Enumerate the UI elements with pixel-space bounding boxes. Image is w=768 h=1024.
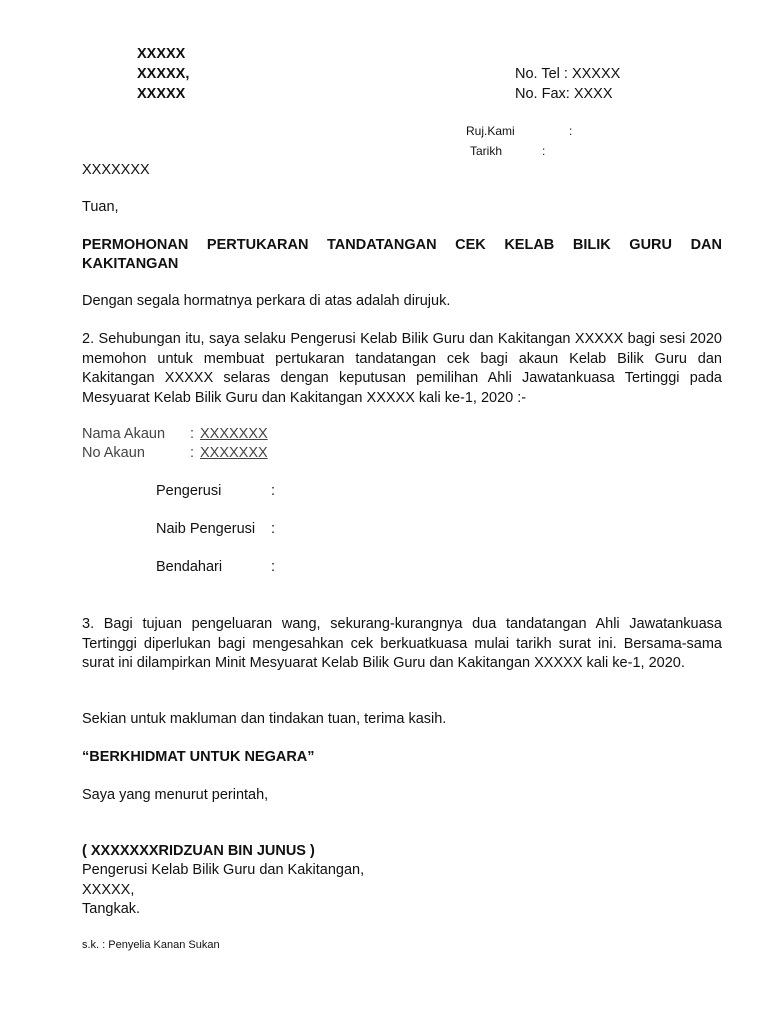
paragraph-1: Dengan segala hormatnya perkara di atas adalah dirujuk. xyxy=(82,293,451,309)
motto: “BERKHIDMAT UNTUK NEGARA” xyxy=(82,749,315,765)
ruj-separator: : xyxy=(569,124,573,138)
paragraph-2: 2. Sehubungan itu, saya selaku Pengerusi Kelab Bilik Guru dan Kakitangan XXXXX bagi sesi 2020 memohon untuk membuat pertukaran tandatangan cek bagi akaun Kelab Bilik Guru dan Kakitangan XXXXX selaras dengan keputusan pemilihan Ahli Jawatankuasa Tertinggi pada Mesyuarat Kelab Bilik Guru dan Kakitangan XXXXX kali ke-1, 2020 :- xyxy=(82,331,722,406)
signatory-chairman-label: Pengerusi xyxy=(156,483,222,499)
signer-name: ( XXXXXXXRIDZUAN BIN JUNUS ) xyxy=(82,843,315,859)
paragraph-3: 3. Bagi tujuan pengeluaran wang, sekurang-kurangnya dua tandatangan Ahli Jawatankuasa Tertinggi diperlukan bagi mengesahkan cek berkuatkuasa mulai tarikh surat ini. Bersama-sama surat ini dilampirkan Minit Mesyuarat Kelab Bilik Guru dan Kakitangan XXXXX kali ke-1, 2020. xyxy=(82,616,722,671)
account-no-label: No Akaun xyxy=(82,445,145,461)
yours-faithfully: Saya yang menurut perintah, xyxy=(82,787,269,803)
tarikh-separator: : xyxy=(542,144,546,158)
recipient: XXXXXXX xyxy=(82,162,150,178)
sender-tel: No. Tel : XXXXX xyxy=(515,66,621,82)
sender-line-2: XXXXX, xyxy=(137,66,190,82)
sender-fax: No. Fax: XXXX xyxy=(515,86,613,102)
account-name-label: Nama Akaun xyxy=(82,426,166,442)
account-no-colon: : xyxy=(190,445,195,461)
account-no-value: XXXXXXX xyxy=(200,445,268,461)
ruj-label: Ruj.Kami xyxy=(466,124,515,138)
signatory-chairman-colon: : xyxy=(271,483,276,499)
subject-line-2: KAKITANGAN xyxy=(82,256,179,272)
signatory-treasurer-label: Bendahari xyxy=(156,559,223,575)
signer-title: Pengerusi Kelab Bilik Guru dan Kakitangan, xyxy=(82,862,365,878)
subject-line-1: PERMOHONAN PERTUKARAN TANDATANGAN CEK KELAB BILIK GURU DAN xyxy=(82,237,722,253)
account-name-colon: : xyxy=(190,426,195,442)
signatory-treasurer-colon: : xyxy=(271,559,276,575)
signatory-vice-chairman-colon: : xyxy=(271,521,276,537)
sender-line-1: XXXXX xyxy=(137,46,186,62)
sender-line-3: XXXXX xyxy=(137,86,186,102)
account-name-value: XXXXXXX xyxy=(200,426,268,442)
signatory-vice-chairman-label: Naib Pengerusi xyxy=(156,521,256,537)
closing-text: Sekian untuk makluman dan tindakan tuan, terima kasih. xyxy=(82,711,447,727)
carbon-copy: s.k. : Penyelia Kanan Sukan xyxy=(82,939,220,951)
salutation: Tuan, xyxy=(82,199,119,215)
tarikh-label: Tarikh xyxy=(470,144,503,158)
signer-organization: XXXXX, xyxy=(82,882,135,898)
signer-place: Tangkak. xyxy=(82,901,141,917)
